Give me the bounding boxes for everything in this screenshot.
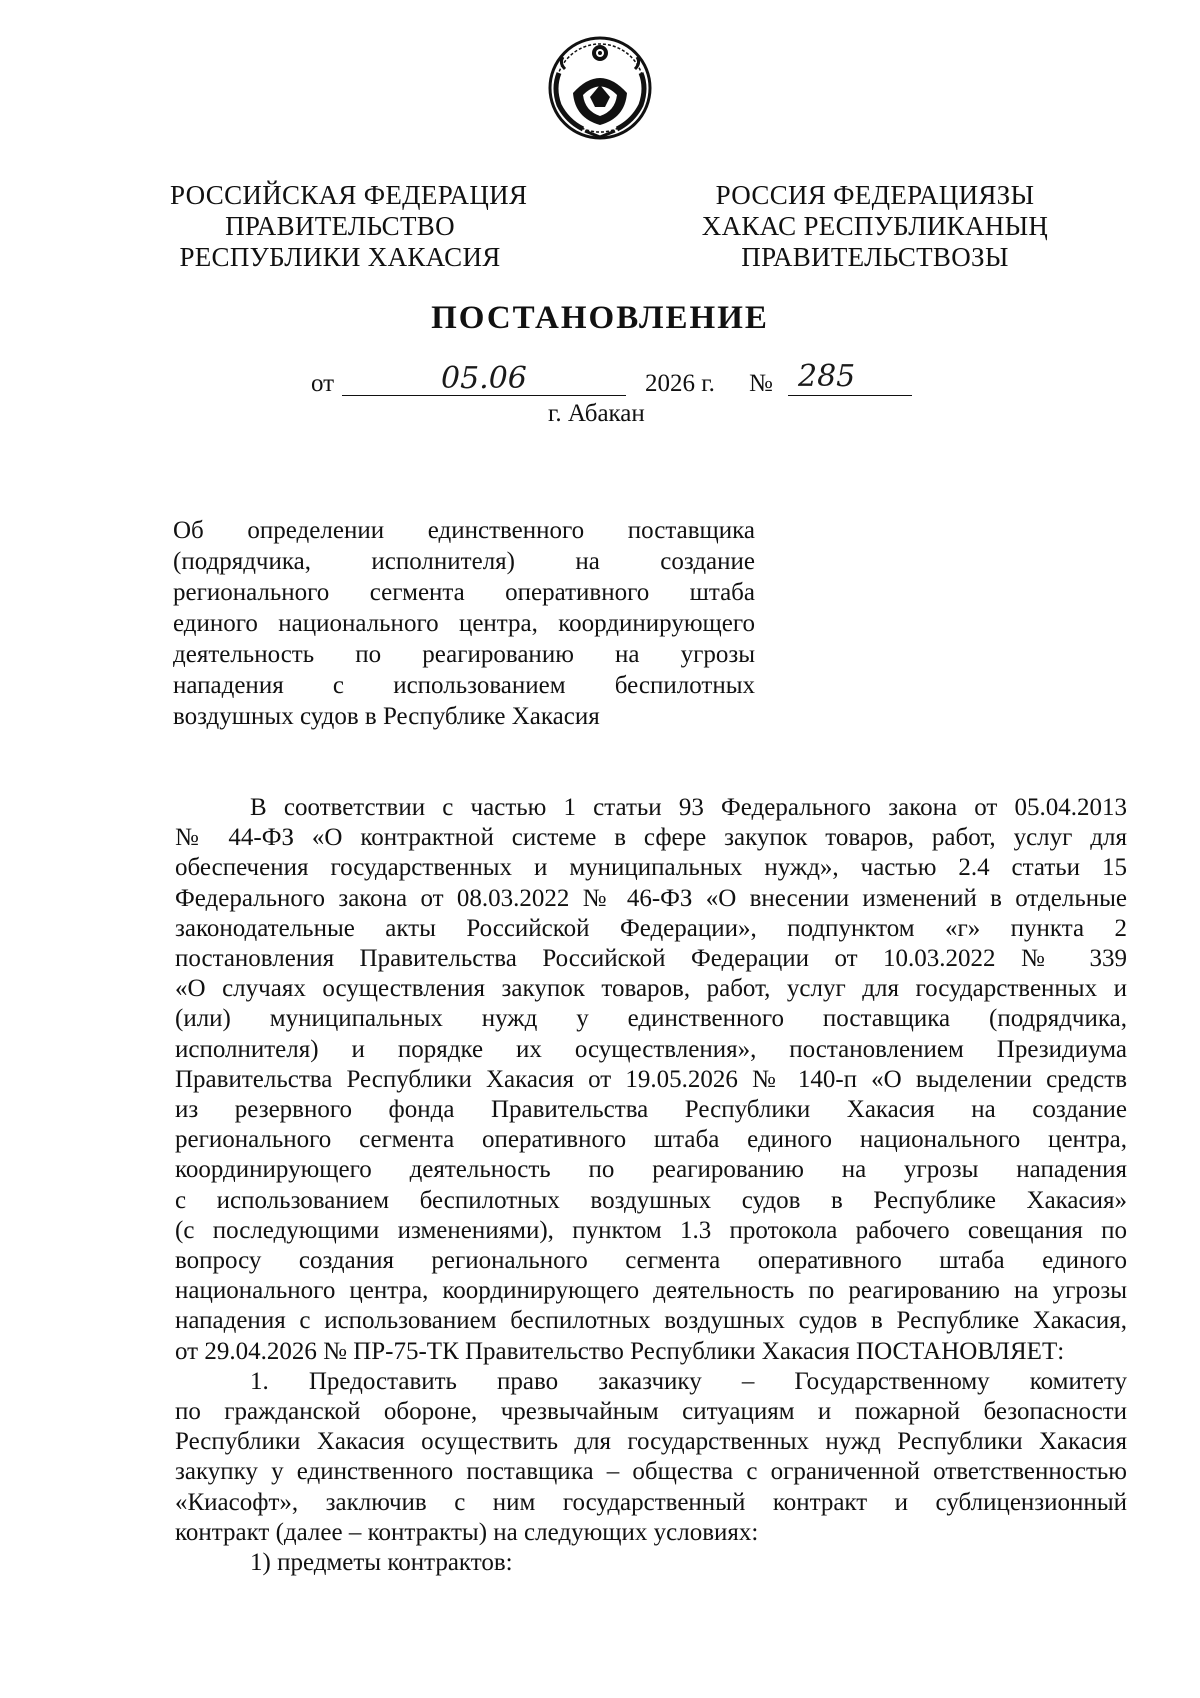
subject-line: воздушных судов в Республике Хакасия xyxy=(173,703,600,730)
body-line: закупку у единственного поставщика – общества с ограниченной ответственностью xyxy=(175,1458,1127,1486)
date-prefix-label: от xyxy=(311,370,335,397)
body-line: нападения с использованием беспилотных воздушных судов в Республике Хакасия, xyxy=(175,1307,1127,1335)
year-label: 2026 г. xyxy=(645,370,715,397)
body-line: вопросу создания регионального сегмента оперативного штаба единого xyxy=(175,1247,1127,1275)
subject-line: (подрядчика, исполнителя) на создание xyxy=(173,548,755,575)
body-line: законодательные акты Российской Федерации», подпунктом «г» пункта 2 xyxy=(175,914,1127,942)
header-left-line: РЕСПУБЛИКИ ХАКАСИЯ xyxy=(179,242,501,272)
header-right-line: РОССИЯ ФЕДЕРАЦИЯЗЫ xyxy=(715,180,1035,210)
body-line: (с последующими изменениями), пунктом 1.3 протокола рабочего совещания по xyxy=(175,1216,1127,1244)
body-line: 1) предметы контрактов: xyxy=(250,1549,513,1577)
body-line: из резервного фонда Правительства Республики Хакасия на создание xyxy=(175,1096,1127,1124)
body-line: по гражданской обороне, чрезвычайным ситуациям и пожарной безопасности xyxy=(175,1398,1127,1426)
city-label: г. Абакан xyxy=(548,400,645,427)
body-line: В соответствии с частью 1 статьи 93 Федерального закона от 05.04.2013 xyxy=(250,794,1127,821)
document-type-title: ПОСТАНОВЛЕНИЕ xyxy=(431,300,769,336)
document-subject xyxy=(173,515,755,732)
header-right-block xyxy=(690,180,1060,273)
body-line: исполнителя) и порядке их осуществления», постановлением Президиума xyxy=(175,1035,1127,1063)
number-sign-label: № xyxy=(749,370,773,397)
body-line: постановления Правительства Российской Федерации от 10.03.2022 № 339 xyxy=(175,945,1127,973)
date-number-line xyxy=(311,359,931,401)
subject-line: регионального сегмента оперативного штаба xyxy=(173,579,755,606)
body-line: «Киасофт», заключив с ним государственный контракт и сублицензионный xyxy=(175,1488,1127,1516)
body-line: Республики Хакасия осуществить для государственных нужд Республики Хакасия xyxy=(175,1428,1127,1456)
coat-of-arms-emblem xyxy=(545,33,655,143)
subject-line: деятельность по реагированию на угрозы xyxy=(173,641,755,668)
body-line: контракт (далее – контракты) на следующих условиях: xyxy=(175,1518,759,1546)
body-line: № 44-ФЗ «О контрактной системе в сфере закупок товаров, работ, услуг для xyxy=(175,824,1127,852)
header-left-line: ПРАВИТЕЛЬСТВО xyxy=(225,211,455,241)
header-right-line: ХАКАС РЕСПУБЛИКАНЫҢ xyxy=(701,211,1049,241)
body-line: от 29.04.2026 № ПР-75-ТК Правительство Республики Хакасия ПОСТАНОВЛЯЕТ: xyxy=(175,1337,1065,1365)
number-underline xyxy=(788,395,912,396)
subject-line: Об определении единственного поставщика xyxy=(173,517,755,544)
header-left-line: РОССИЙСКАЯ ФЕДЕРАЦИЯ xyxy=(170,180,528,210)
body-line: Федерального закона от 08.03.2022 № 46-ФЗ «О внесении изменений в отдельные xyxy=(175,884,1127,912)
header-right-line: ПРАВИТЕЛЬСТВОЗЫ xyxy=(741,242,1009,272)
body-line: Правительства Республики Хакасия от 19.05.2026 № 140-п «О выделении средств xyxy=(175,1065,1127,1093)
body-line: регионального сегмента оперативного штаба единого национального центра, xyxy=(175,1126,1127,1154)
body-line: с использованием беспилотных воздушных судов в Республике Хакасия» xyxy=(175,1186,1127,1214)
subject-line: единого национального центра, координирующего xyxy=(173,610,755,637)
body-line: 1. Предоставить право заказчику – Государственному комитету xyxy=(250,1367,1127,1395)
document-body xyxy=(175,793,1127,1578)
body-line: обеспечения государственных и муниципальных нужд», частью 2.4 статьи 15 xyxy=(175,854,1127,882)
body-line: «О случаях осуществления закупок товаров, работ, услуг для государственных и xyxy=(175,975,1127,1003)
header-left-block xyxy=(170,180,528,273)
handwritten-date: 05.06 xyxy=(441,361,527,396)
subject-line: нападения с использованием беспилотных xyxy=(173,672,755,699)
body-line: координирующего деятельность по реагированию на угрозы нападения xyxy=(175,1156,1127,1184)
handwritten-number: 285 xyxy=(798,359,856,394)
body-line: (или) муниципальных нужд у единственного поставщика (подрядчика, xyxy=(175,1005,1127,1033)
body-line: национального центра, координирующего деятельность по реагированию на угрозы xyxy=(175,1277,1127,1305)
